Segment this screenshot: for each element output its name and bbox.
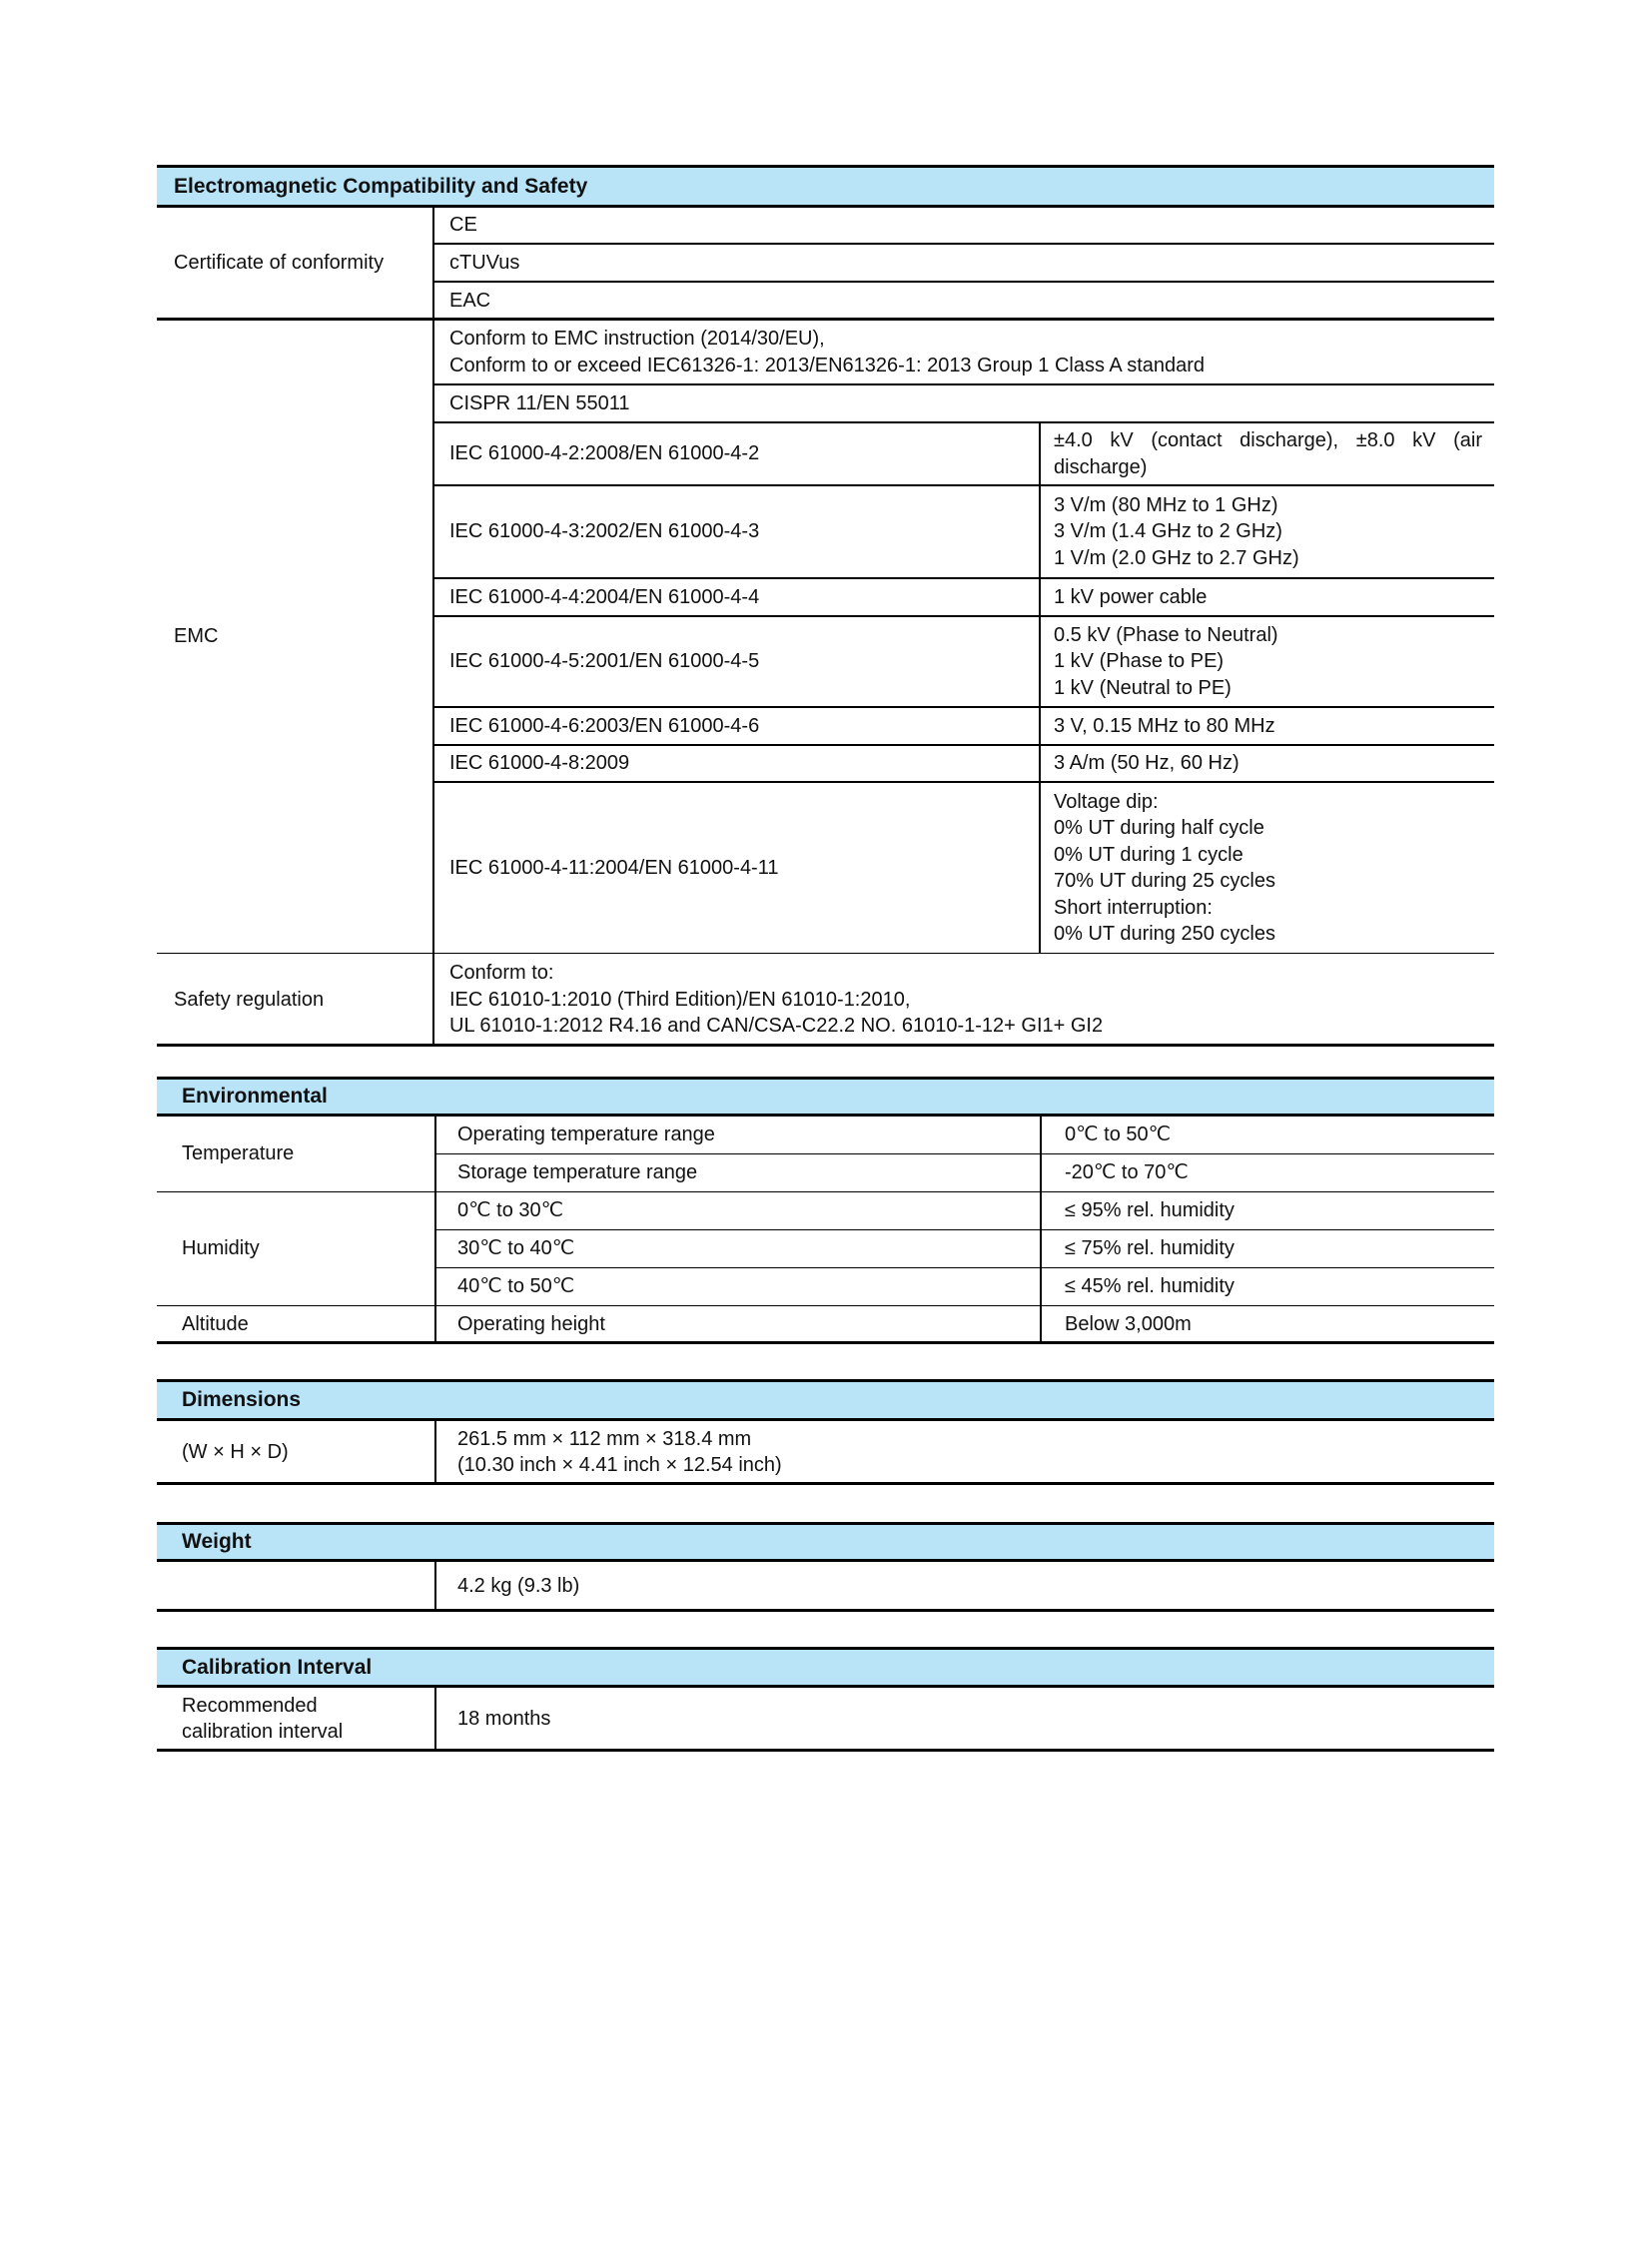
cell-text: 0.5 kV (Phase to Neutral) 1 kV (Phase to PE) 1 kV (Neutral to PE)	[1054, 623, 1278, 699]
cell-text: -20℃ to 70℃	[1065, 1160, 1189, 1183]
cell-text: 4.2 kg (9.3 lb)	[457, 1574, 580, 1597]
cell-text: ±4.0 kV (contact discharge), ±8.0 kV (air discharge)	[1054, 429, 1482, 478]
cell-text: IEC 61000-4-2:2008/EN 61000-4-2	[449, 442, 760, 465]
cell-text: IEC 61000-4-11:2004/EN 61000-4-11	[449, 856, 779, 879]
cell-text: Recommended calibration interval	[182, 1694, 344, 1743]
cell-text: Storage temperature range	[457, 1160, 698, 1183]
cell-text: Dimensions	[182, 1388, 302, 1411]
section-header-calibration	[157, 1647, 1494, 1688]
calibration-value	[435, 1687, 1494, 1751]
cell-text: Conform to: IEC 61010-1:2010 (Third Edition)/EN 61010-1:2010, UL 61010-1:2012 R4.16 and CAN/CSA-C22.2 NO. 61010-1-12+ GI1+ GI2	[449, 962, 1104, 1038]
cell-text: 261.5 mm × 112 mm × 318.4 mm (10.30 inch × 4.41 inch × 12.54 inch)	[457, 1427, 782, 1476]
cell-text: 0℃ to 50℃	[1065, 1122, 1172, 1145]
rule	[157, 1749, 1494, 1752]
cell-text: cTUVus	[449, 251, 520, 274]
cell-text: CE	[449, 213, 477, 236]
cell-text: Altitude	[182, 1312, 249, 1335]
cell-text: Safety regulation	[174, 988, 325, 1011]
cell-text: 3 A/m (50 Hz, 60 Hz)	[1054, 752, 1239, 775]
cell-text: EMC	[174, 625, 219, 648]
cell-text: Humidity	[182, 1236, 260, 1259]
cell-text: 3 V, 0.15 MHz to 80 MHz	[1054, 714, 1275, 737]
cell-text: EAC	[449, 289, 491, 312]
cell-text: Weight	[182, 1530, 252, 1553]
cell-text: IEC 61000-4-6:2003/EN 61000-4-6	[449, 714, 760, 737]
cell-text: (W × H × D)	[182, 1440, 289, 1463]
cell-text: 18 months	[457, 1707, 551, 1730]
cell-text: IEC 61000-4-4:2004/EN 61000-4-4	[449, 585, 760, 608]
cell-text: ≤ 45% rel. humidity	[1065, 1274, 1235, 1297]
cell-text: Below 3,000m	[1065, 1312, 1192, 1335]
cell-text: CISPR 11/EN 55011	[449, 391, 630, 414]
cell-text: IEC 61000-4-5:2001/EN 61000-4-5	[449, 650, 760, 673]
column-divider	[434, 1687, 436, 1751]
cell-text: 30℃ to 40℃	[457, 1236, 575, 1259]
cell-text: Operating temperature range	[457, 1122, 715, 1145]
cell-text: 1 kV power cable	[1054, 585, 1208, 608]
section-title: Electromagnetic Compatibility and Safety	[174, 174, 588, 198]
cell-text: ≤ 75% rel. humidity	[1065, 1236, 1235, 1259]
cell-text: ≤ 95% rel. humidity	[1065, 1198, 1235, 1221]
cell-text: 0℃ to 30℃	[457, 1198, 564, 1221]
cell-text: Operating height	[457, 1312, 605, 1335]
cell-text: Temperature	[182, 1141, 295, 1164]
calibration-table	[157, 0, 1494, 1758]
cell-text: IEC 61000-4-3:2002/EN 61000-4-3	[449, 520, 760, 543]
cell-text: IEC 61000-4-8:2009	[449, 752, 630, 775]
cell-text: 40℃ to 50℃	[457, 1274, 575, 1297]
cell-text: Conform to EMC instruction (2014/30/EU), Conform to or exceed IEC61326-1: 2013/EN61326-1: 2013 Group 1 Class A standard	[449, 328, 1206, 376]
cell-text: Voltage dip: 0% UT during half cycle 0% UT during 1 cycle 70% UT during 25 cycles Short interruption: 0% UT during 250 cycles	[1054, 790, 1275, 945]
cell-text: 3 V/m (80 MHz to 1 GHz) 3 V/m (1.4 GHz to 2 GHz) 1 V/m (2.0 GHz to 2.7 GHz)	[1054, 493, 1299, 569]
cell-text: Certificate of conformity	[174, 251, 385, 274]
cell-text: Environmental	[182, 1085, 328, 1108]
cell-text: Calibration Interval	[182, 1655, 373, 1679]
calibration-label	[157, 1687, 435, 1751]
